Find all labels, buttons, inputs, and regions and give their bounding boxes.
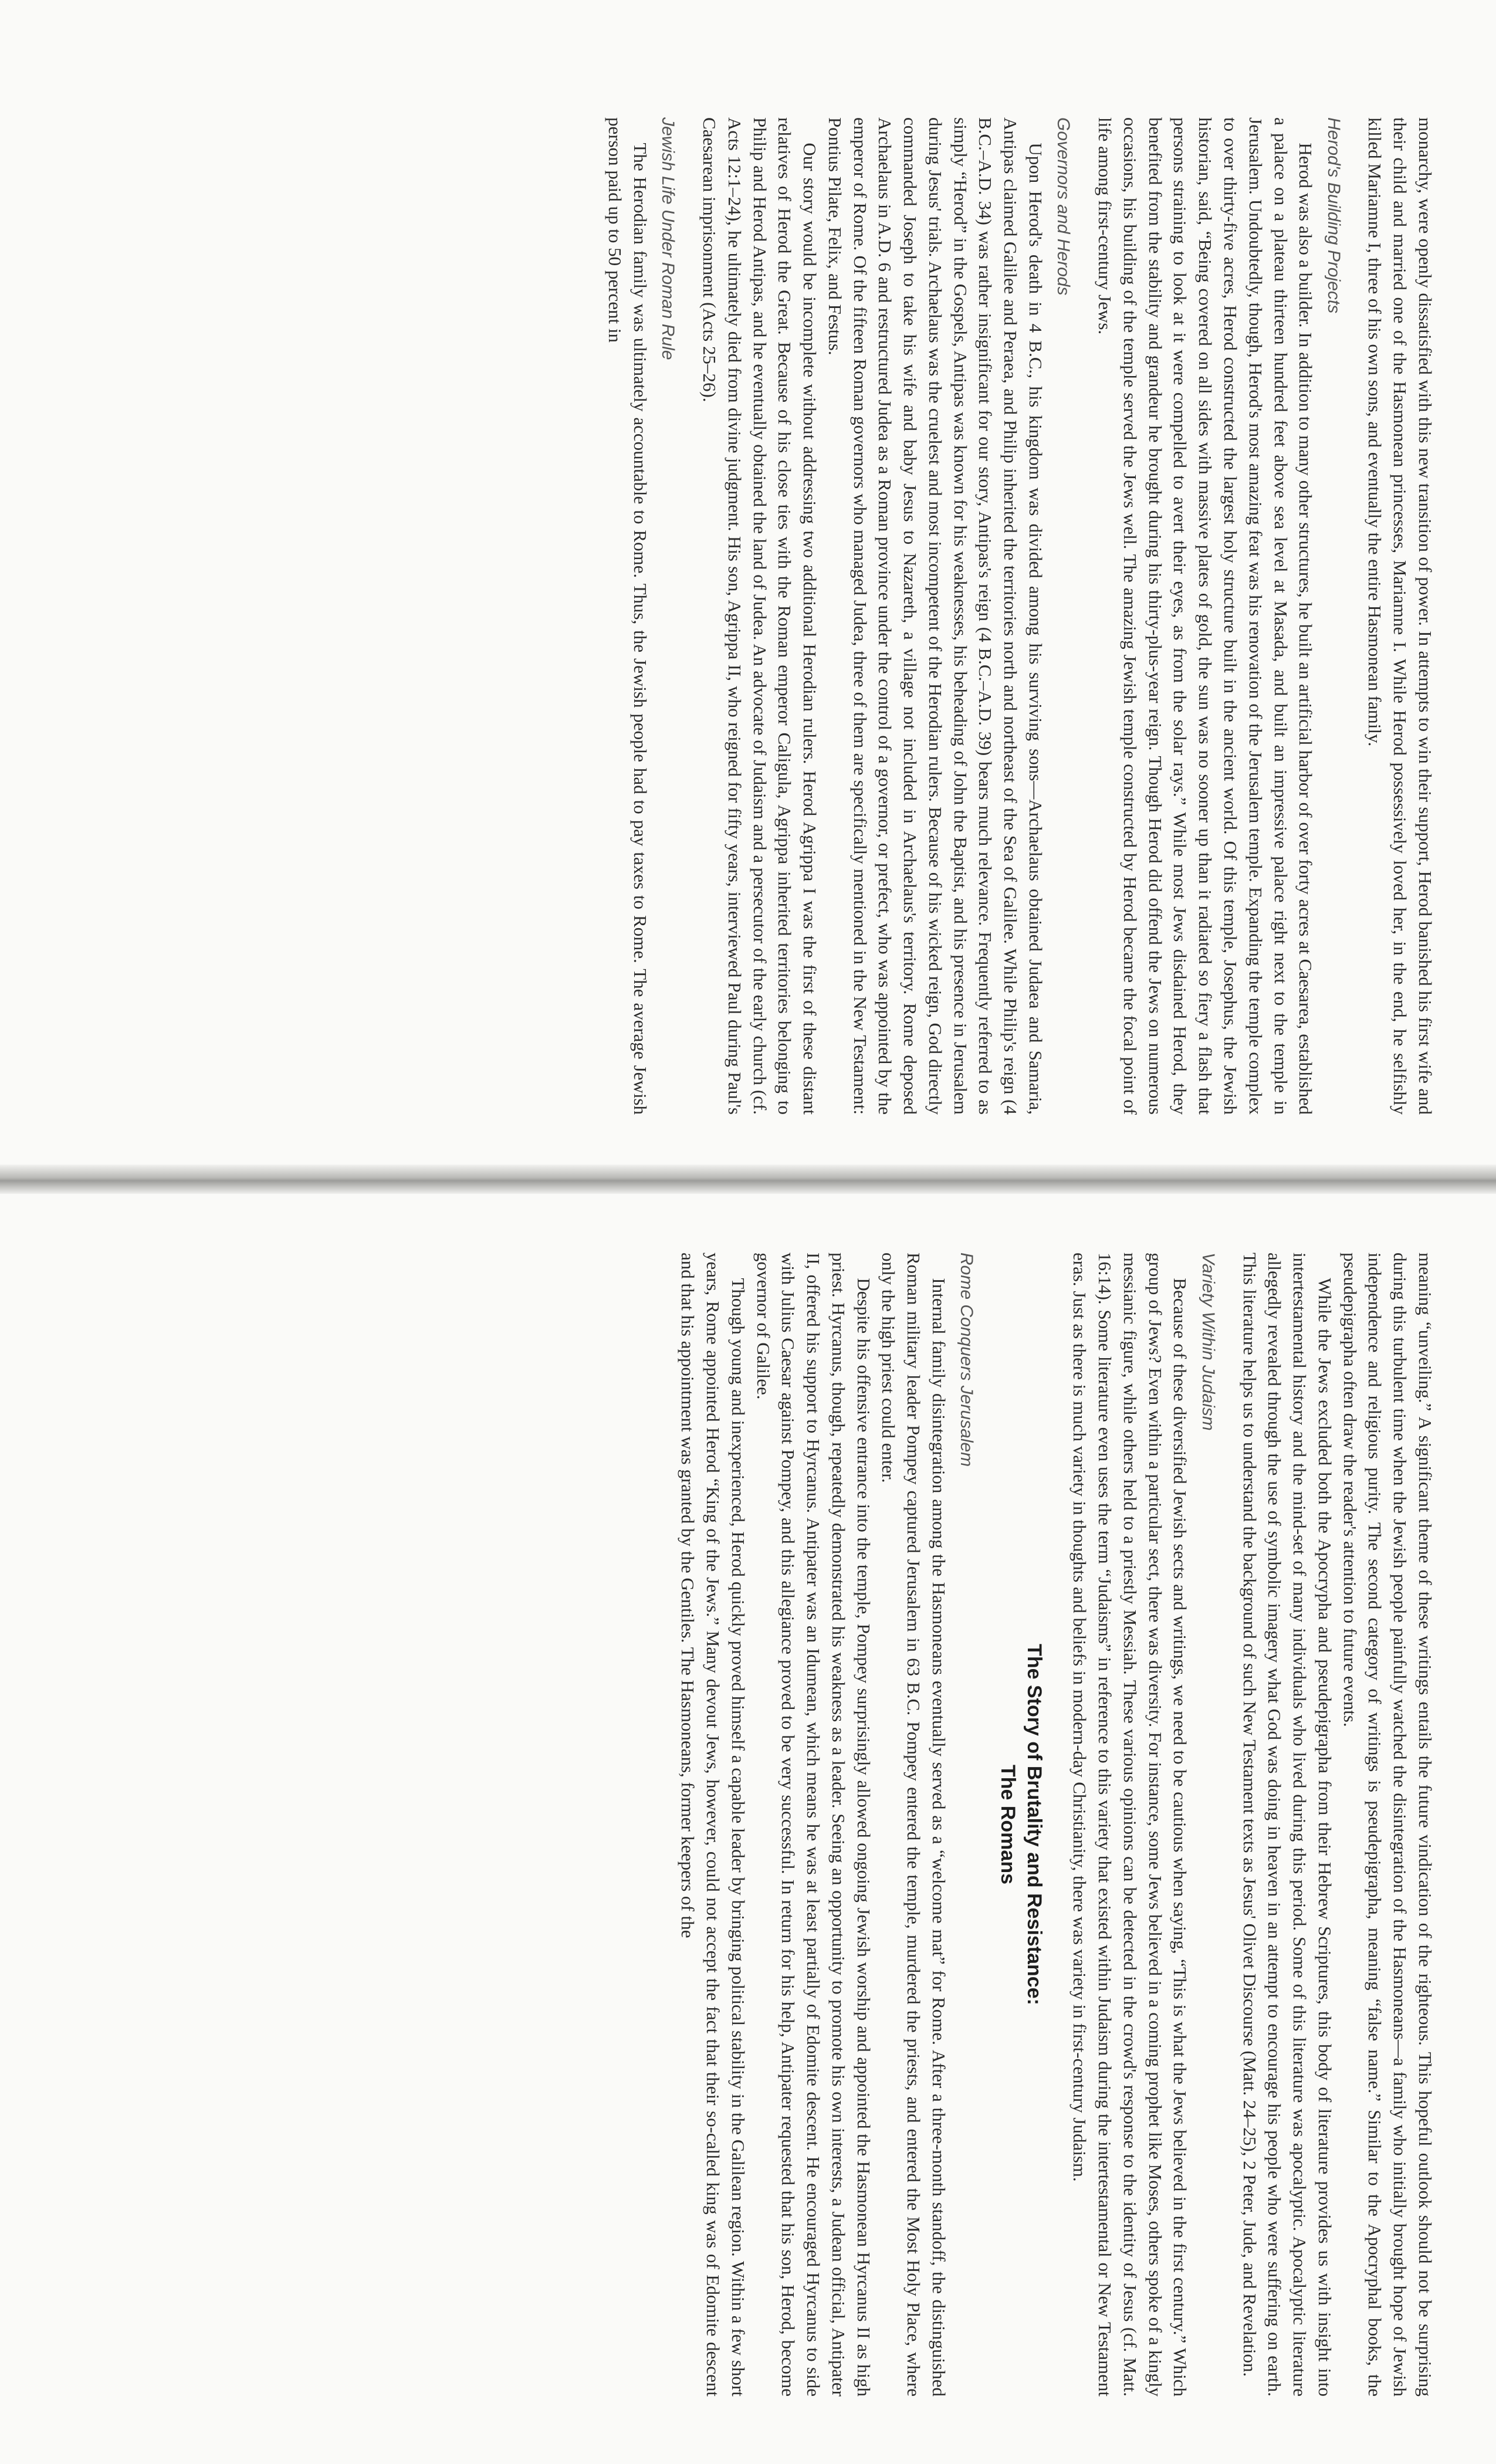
subheading-governors-herods: Governors and Herods [1054,117,1074,296]
paragraph: Because of these diversified Jewish sects and writings, we need to be cautious when saying, “This is what the Jews believed in the first century.” Which group of Jews? Even within a particular sect, there was diversity. For instance, some Jews believed in a coming prophet like Moses, others spoke of a kingly messianic figure, while others held to a priestly Messiah. These various opinions can be detected in the crowd's response to the identity of Jesus (cf. Matt. 16:14). Some literature even uses the term “Judaisms” in reference to this variety that existed within Judaism during the intertestamental or New Testament eras. Just as there is much variety in thoughts and beliefs in modern-day Christianity, there was variety in first-century Judaism. [1069,1253,1191,2397]
section-title-line-1: The Story of Brutality and Resistance: [1023,1644,1045,2005]
paragraph: The Herodian family was ultimately accountable to Rome. Thus, the Jewish people had to pay taxes to Rome. The average Jewish person paid up to 50 percent in [605,117,651,1115]
section-title [995,1253,1047,2397]
paragraph: meaning “unveiling.” A significant theme of these writings entails the future vindication of the righteous. This hopeful outlook should not be surprising during this turbulent time when the Jewish people painfully watched the disintegration of the Hasmoneans—a family who initially brought hope of Jewish independence and religious purity. The second category of writings is pseudepigrapha, meaning “false name.” Similar to the Apocryphal books, the pseudepigrapha often draw the reader's attention to future events. [1339,1253,1436,2397]
section-title-line-2: The Romans [997,1764,1020,1885]
paragraph: monarchy, were openly dissatisfied with this new transition of power. In attempts to win their support, Herod banished his first wife and their child and married one of the Hasmonean princesses, Mariamne I. While Herod possessively loved her, in the end, he selfishly killed Mariamne I, three of his own sons, and eventually the entire Hasmonean family. [1365,117,1436,1115]
paragraph: While the Jews excluded both the Apocrypha and pseudepigrapha from their Hebrew Scriptures, this body of literature provides us with insight into intertestamental history and the mind-set of many individuals who lived during this period. Some of this literature was apocalyptic. Apocalyptic literature allegedly revealed through the use of symbolic imagery what God was doing in heaven in an attempt to encourage his people who were suffering on earth. This literature helps us to understand the background of such New Testament texts as Jesus' Olivet Discourse (Matt. 24–25), 2 Peter, Jude, and Revelation. [1239,1253,1335,2397]
page-lower [0,1194,1496,2464]
page-upper-text-block [88,117,1437,1115]
page-upper-column [88,117,1437,1115]
page-lower-column [88,1253,1437,2397]
paragraph: Despite his offensive entrance into the temple, Pompey surprisingly allowed ongoing Jewish worship and appointed the Hasmonean Hyrcanus II as high priest. Hyrcanus, though, repeatedly demonstrated his weakness as a leader. Seeing an opportunity to promote his own interests, a Judean official, Antipater II, offered his support to Hyrcanus. Antipater was an Idumean, which means he was at least partially of Edomite descent. He encouraged Hyrcanus to side with Julius Caesar against Pompey, and this allegiance proved to be very successful. In return for his help, Antipater requested that his son, Herod, become governor of Galilee. [753,1253,874,2397]
page-upper [0,0,1496,1165]
paragraph: Though young and inexperienced, Herod quickly proved himself a capable leader by bringing political stability in the Galilean region. Within a few short years, Rome appointed Herod “King of the Jews.” Many devout Jews, however, could not accept the fact that their so-called king was of Edomite descent and that his appointment was granted by the Gentiles. The Hasmoneans, former keepers of the [678,1253,749,2397]
book-spine-gutter [0,1165,1496,1194]
page-lower-text-block [88,1253,1437,2397]
subheading-jewish-life: Jewish Life Under Roman Rule [658,117,678,360]
subheading-rome-conquers: Rome Conquers Jerusalem [957,1253,977,1467]
paragraph: Herod was also a builder. In addition to many other structures, he built an artificial harbor of over forty acres at Caesarea, established a palace on a plateau thirteen hundred feet above sea level at Masada, and built an impressive palace right next to the temple in Jerusalem. Undoubtedly, though, Herod's most amazing feat was his renovation of the Jerusalem temple. Expanding the temple complex to over thirty-five acres, Herod constructed the largest holy structure built in the ancient world. Of this temple, Josephus, the Jewish historian, said, “Being covered on all sides with massive plates of gold, the sun was no sooner up than it radiated so fiery a flash that persons straining to look at it were compelled to avert their eyes, as from the solar rays.” While most Jews disdained Herod, they benefited from the stability and grandeur he brought during his thirty-plus-year reign. Though Herod did offend the Jews on numerous occasions, his building of the temple served the Jews well. The amazing Jewish temple constructed by Herod became the focal point of life among first-century Jews. [1095,117,1316,1115]
subheading-building-projects: Herod's Building Projects [1324,117,1343,314]
subheading-variety-judaism: Variety Within Judaism [1198,1253,1218,1431]
paragraph: Our story would be incomplete without addressing two additional Herodian rulers. Herod Agrippa I was the first of these distant relatives of Herod the Great. Because of his close ties with the Roman emperor Caligula, Agrippa inherited territories belonging to Philip and Herod Antipas, and he eventually obtained the land of Judea. An advocate of Judaism and a persecutor of the early church (cf. Acts 12:1–24), he ultimately died from divine judgment. His son, Agrippa II, who reigned for fifty years, interviewed Paul during Paul's Caesarean imprisonment (Acts 25–26). [699,117,821,1115]
paragraph: Internal family disintegration among the Hasmoneans eventually served as a “welcome mat” for Rome. After a three-month standoff, the distinguished Roman military leader Pompey captured Jerusalem in 63 B.C. Pompey entered the temple, murdered the priests, and entered the Most Holy Place, where only the high priest could enter. [878,1253,949,2397]
paragraph: Upon Herod's death in 4 B.C., his kingdom was divided among his surviving sons—Archaelaus obtained Judaea and Samaria, Antipas claimed Galilee and Peraea, and Philip inherited the territories north and northeast of the Sea of Galilee. While Philip's reign (4 B.C.–A.D. 34) was rather insignificant for our story, Antipas's reign (4 B.C.–A.D. 39) bears much relevance. Frequently referred to as simply “Herod” in the Gospels, Antipas was known for his weaknesses, his beheading of John the Baptist, and his presence in Jerusalem during Jesus' trials. Archaelaus was the cruelest and most incompetent of the Herodian rulers. Because of his wicked reign, God directly commanded Joseph to take his wife and baby Jesus to Nazareth, a village not included in Archaelaus's territory. Rome deposed Archaelaus in A.D. 6 and restructured Judea as a Roman province under the control of a governor, or prefect, who was appointed by the emperor of Rome. Of the fifteen Roman governors who managed Judea, three of them are specifically mentioned in the New Testament: Pontius Pilate, Felix, and Festus. [824,117,1047,1115]
